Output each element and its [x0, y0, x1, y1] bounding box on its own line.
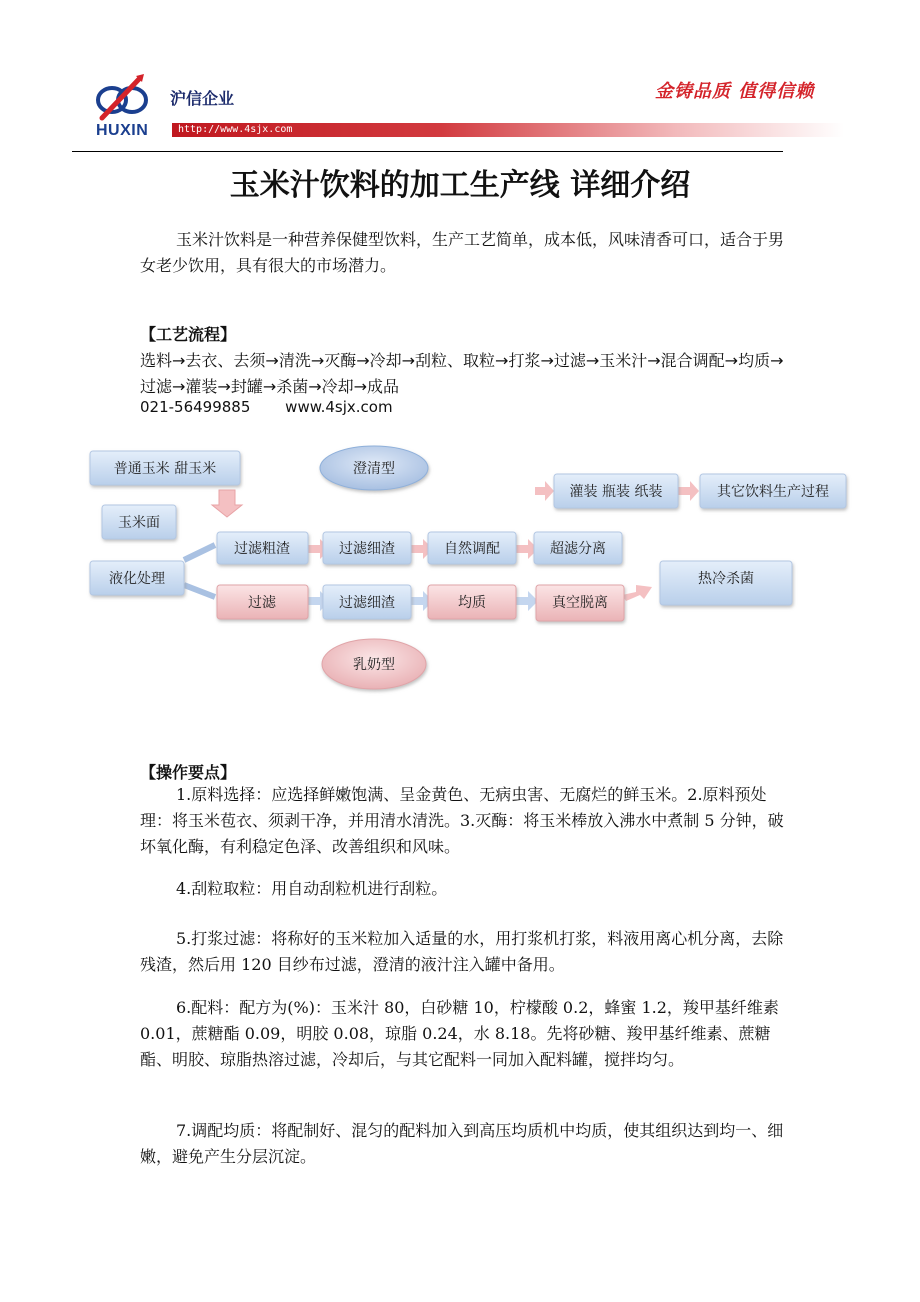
intro-paragraph: 玉米汁饮料是一种营养保健型饮料，生产工艺简单，成本低，风味清香可口，适合于男女老少饮用，具有很大的市场潜力。 — [140, 230, 785, 275]
slogan: 金铸品质 值得信赖 — [655, 81, 815, 102]
contact-line — [140, 398, 423, 416]
node-filling — [554, 474, 678, 508]
node-ultrafiltration — [534, 532, 622, 564]
point-paragraph-6: 6.配料：配方为(%)：玉米汁 80，白砂糖 10，柠檬酸 0.2，蜂蜜 1.2，羧甲基纤维素 0.01，蔗糖酯 0.09，明胶 0.08，琼脂 0.24，水 8.18。先将砂糖、羧甲基纤维素、蔗糖酯、明胶、琼脂热溶过滤，冷却后，与其它配料一同加入配料罐，搅拌均匀。 — [140, 998, 779, 1069]
svg-text:均质: 均质 — [458, 595, 486, 611]
svg-text:灌装 瓶装 纸装: 灌装 瓶装 纸装 — [569, 484, 663, 500]
website-link[interactable]: www.4sjx.com — [285, 398, 393, 416]
svg-text:过滤细渣: 过滤细渣 — [339, 595, 395, 611]
arrow-right — [678, 481, 699, 501]
header-divider — [72, 151, 783, 152]
svg-text:玉米面: 玉米面 — [118, 515, 160, 531]
process-flow-text: 选料→去衣、去须→清洗→灭酶→冷却→刮粒、取粒→打浆→过滤→玉米汁→混合调配→均质→过滤→灌装→封罐→杀菌→冷却→成品 — [140, 351, 784, 396]
point-paragraph-7: 7.调配均质：将配制好、混匀的配料加入到高压均质机中均质，使其组织达到均一、细嫩，避免产生分层沉淀。 — [140, 1121, 784, 1166]
logo-text: HUXIN — [96, 122, 149, 139]
company-name: 沪信企业 — [170, 89, 235, 108]
node-other-process — [700, 474, 846, 508]
node-clear-type — [320, 446, 428, 490]
phone-number: 021-56499885 — [140, 398, 251, 416]
svg-text:乳奶型: 乳奶型 — [353, 657, 395, 673]
node-coarse-filter — [217, 532, 308, 564]
svg-text:热冷杀菌: 热冷杀菌 — [698, 571, 754, 587]
node-natural-blend — [428, 532, 516, 564]
node-vacuum-degas — [536, 585, 624, 621]
svg-text:过滤细渣: 过滤细渣 — [339, 541, 395, 557]
points-heading: 【操作要点】 — [140, 763, 237, 782]
svg-text:其它饮料生产过程: 其它饮料生产过程 — [717, 484, 829, 500]
svg-text:澄清型: 澄清型 — [353, 461, 395, 477]
svg-text:真空脱离: 真空脱离 — [552, 595, 608, 611]
arrow-right — [622, 585, 652, 601]
arrow-down — [212, 490, 242, 517]
point-paragraph-5: 5.打浆过滤：将称好的玉米粒加入适量的水，用打浆机打浆，料液用离心机分离，去除残渣，然后用 120 目纱布过滤，澄清的液汁注入罐中备用。 — [140, 929, 784, 974]
node-filter — [217, 585, 308, 619]
node-milk-type — [322, 639, 426, 689]
node-homogenize — [428, 585, 516, 619]
point-paragraph-1: 1.原料选择：应选择鲜嫩饱满、呈金黄色、无病虫害、无腐烂的鲜玉米。2.原料预处理：将玉米苞衣、须剥干净，并用清水清洗。3.灭酶：将玉米棒放入沸水中煮制 5 分钟，破坏氧化酶，有利稳定色泽、改善组织和风味。 — [140, 785, 784, 856]
node-liquefaction — [90, 561, 184, 595]
svg-text:液化处理: 液化处理 — [109, 571, 165, 587]
process-diagram — [80, 435, 860, 705]
svg-text:自然调配: 自然调配 — [444, 541, 500, 557]
svg-text:过滤: 过滤 — [248, 595, 276, 611]
node-corn-flour — [102, 505, 176, 539]
page-title: 玉米汁饮料的加工生产线 详细介绍 — [229, 168, 691, 203]
arrow-up-branch — [184, 545, 215, 560]
svg-text:过滤粗渣: 过滤粗渣 — [234, 541, 290, 557]
node-fine-filter-bottom — [323, 585, 411, 619]
svg-text:超滤分离: 超滤分离 — [550, 541, 606, 557]
arrow-down-branch — [184, 585, 215, 597]
huxin-logo-icon — [92, 72, 152, 122]
svg-text:普通玉米 甜玉米: 普通玉米 甜玉米 — [113, 461, 217, 477]
node-hot-cold-sterilize — [660, 561, 792, 605]
arrow-right — [535, 481, 554, 501]
process-heading: 【工艺流程】 — [140, 325, 237, 344]
point-paragraph-4: 4.刮粒取粒：用自动刮粒机进行刮粒。 — [176, 879, 448, 898]
url-link[interactable]: http://www.4sjx.com — [178, 124, 293, 135]
arrow-right — [516, 591, 538, 611]
node-ordinary-corn — [90, 451, 240, 485]
node-fine-filter-top — [323, 532, 411, 564]
